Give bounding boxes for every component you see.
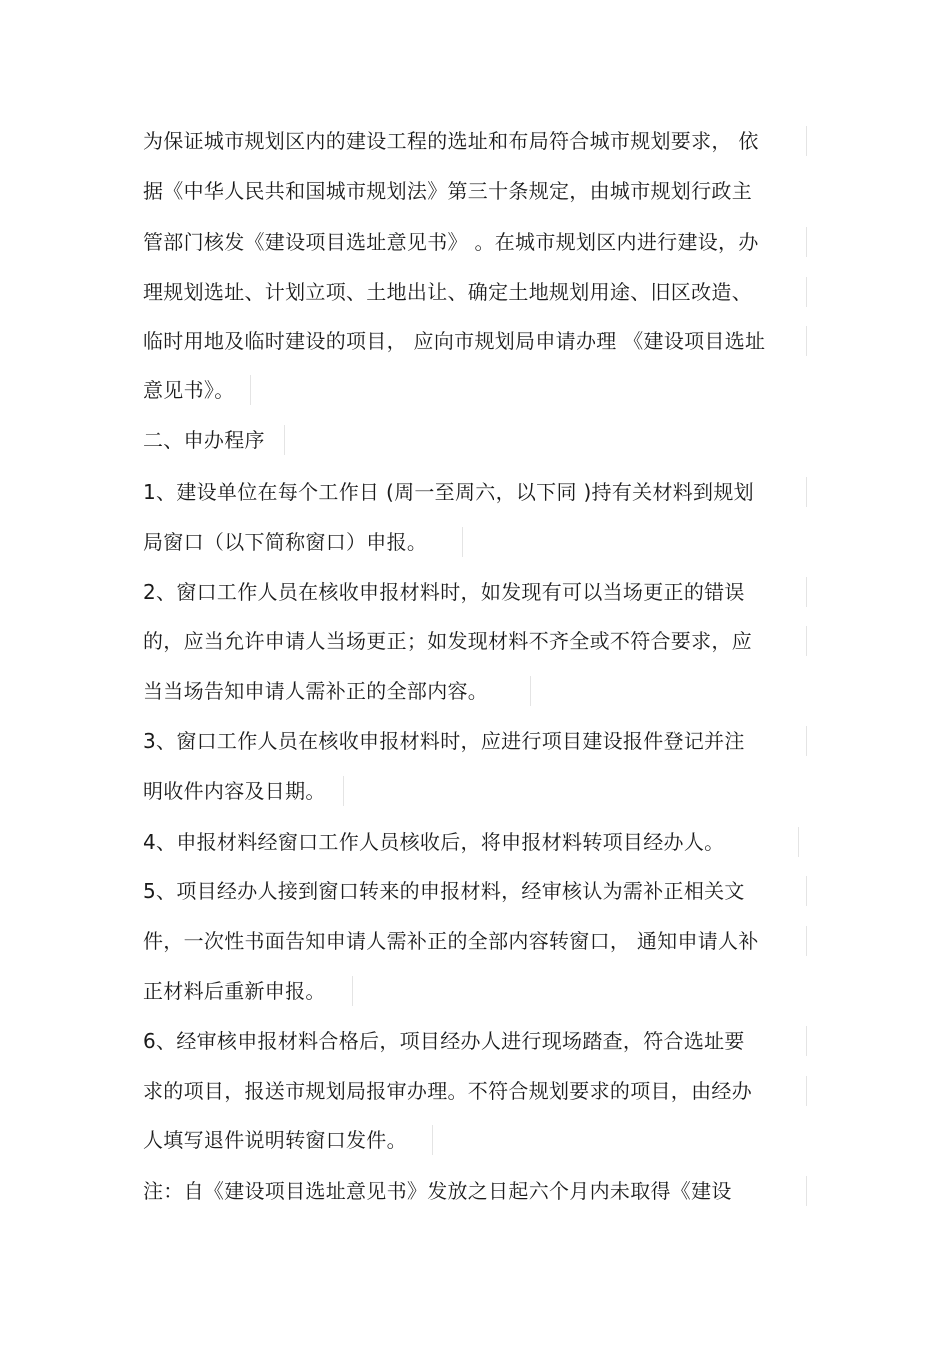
column-edge <box>530 676 531 706</box>
column-edge <box>806 477 807 507</box>
column-edge <box>806 277 807 307</box>
column-edge <box>806 126 807 156</box>
column-edge <box>806 876 807 906</box>
column-edge <box>806 577 807 607</box>
column-edge <box>806 227 807 257</box>
text-line: 求的项目，报送市规划局报审办理。不符合规划要求的项目，由经办 <box>143 1079 752 1103</box>
column-edge <box>352 976 353 1006</box>
text-line: 当当场告知申请人需补正的全部内容。 <box>143 679 489 703</box>
column-edge <box>806 1176 807 1206</box>
column-edge <box>806 726 807 756</box>
text-line: 临时用地及临时建设的项目， 应向市规划局申请办理 《建设项目选址 <box>143 329 766 353</box>
text-line: 1、建设单位在每个工作日 (周一至周六，以下同 )持有关材料到规划 <box>143 480 754 504</box>
text-line: 的，应当允许申请人当场更正；如发现材料不齐全或不符合要求，应 <box>143 629 752 653</box>
text-line: 2、窗口工作人员在核收申报材料时，如发现有可以当场更正的错误 <box>143 580 745 604</box>
text-line: 明收件内容及日期。 <box>143 779 326 803</box>
column-edge <box>462 527 463 557</box>
column-edge <box>284 425 285 455</box>
column-edge <box>806 1076 807 1106</box>
note-line: 注：自《建设项目选址意见书》发放之日起六个月内未取得《建设 <box>143 1179 732 1203</box>
text-line: 为保证城市规划区内的建设工程的选址和布局符合城市规划要求， 依 <box>143 129 759 153</box>
column-edge <box>806 1026 807 1056</box>
column-edge <box>432 1125 433 1155</box>
text-line: 件，一次性书面告知申请人需补正的全部内容转窗口， 通知申请人补 <box>143 929 759 953</box>
text-line: 正材料后重新申报。 <box>143 979 326 1003</box>
column-edge <box>806 326 807 356</box>
column-edge <box>806 926 807 956</box>
text-line: 3、窗口工作人员在核收申报材料时，应进行项目建设报件登记并注 <box>143 729 745 753</box>
text-line: 据《中华人民共和国城市规划法》第三十条规定，由城市规划行政主 <box>143 179 752 203</box>
text-line: 6、经审核申报材料合格后，项目经办人进行现场踏查，符合选址要 <box>143 1029 745 1053</box>
text-line: 管部门核发《建设项目选址意见书》 。在城市规划区内进行建设，办 <box>143 230 759 254</box>
text-line: 人填写退件说明转窗口发件。 <box>143 1128 407 1152</box>
column-edge <box>343 776 344 806</box>
text-line: 5、项目经办人接到窗口转来的申报材料，经审核认为需补正相关文 <box>143 879 745 903</box>
text-line: 意见书》。 <box>143 378 235 402</box>
text-line: 4、申报材料经窗口工作人员核收后，将申报材料转项目经办人。 <box>143 830 725 854</box>
column-edge <box>806 626 807 656</box>
column-edge <box>250 375 251 405</box>
text-line: 理规划选址、计划立项、土地出让、确定土地规划用途、旧区改造、 <box>143 280 752 304</box>
text-line: 局窗口（以下简称窗口）申报。 <box>143 530 428 554</box>
section-heading: 二、申办程序 <box>143 428 265 452</box>
column-edge <box>798 827 799 857</box>
